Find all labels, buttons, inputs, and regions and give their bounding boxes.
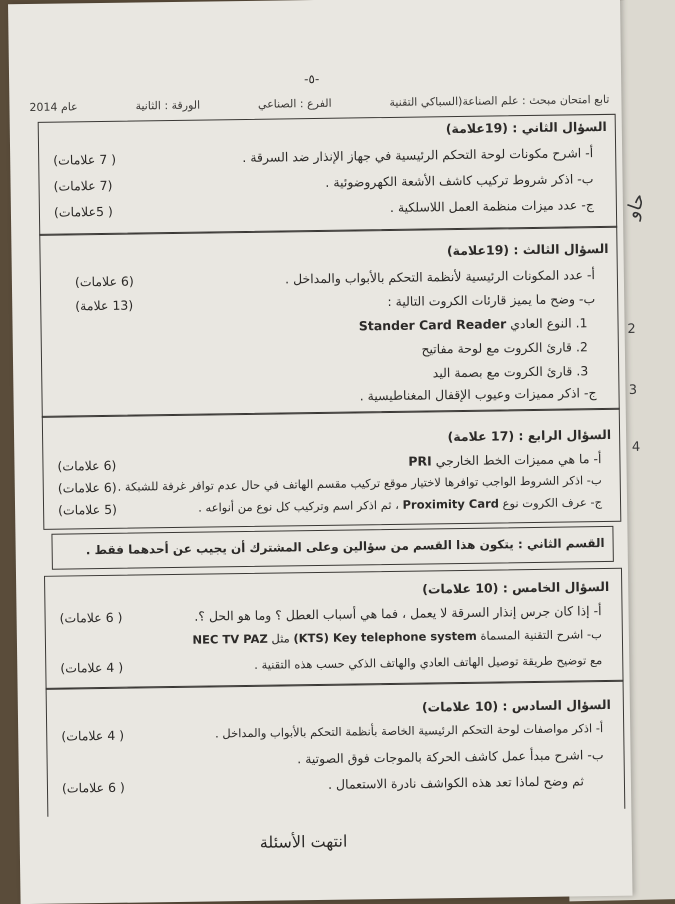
paper-label: الورقة : الثانية [135, 98, 201, 113]
question-3-item-c: ج- اذكر مميزات وعيوب الإقفال المغناطيسية . [359, 385, 597, 404]
sub-1-english: Stander Card Reader [358, 316, 507, 334]
page-number: -٥- [304, 71, 320, 87]
question-3-box [39, 226, 620, 418]
branch-label: الفرع : الصناعي [257, 96, 332, 111]
question-3-mark-b: (13 علامة) [75, 297, 134, 314]
sub-1-arabic: 1. النوع العادي [510, 315, 588, 332]
question-2-box [38, 114, 618, 236]
question-5-title: السؤال الخامس : (10 علامات) [422, 578, 610, 597]
question-5-item-b2: مع توضيح طريقة توصيل الهاتف العادي والهاتف الذكي حسب هذه التقنية . [254, 653, 603, 672]
item-b-english-2: NEC TV PAZ [192, 631, 268, 647]
question-6-box [46, 680, 626, 817]
item-b-arabic-1: ب- اشرح التقنية المسماة [480, 627, 602, 643]
back-sheet-mark: 4 [631, 439, 641, 455]
item-a-english: PRI [408, 453, 432, 469]
question-4-item-c [198, 495, 602, 515]
section-2-note-box [51, 526, 613, 570]
question-6-mark-a: ( 4 علامات) [61, 727, 125, 744]
question-3-sub-1 [359, 315, 588, 333]
question-4-box [42, 408, 622, 530]
exam-paper [8, 0, 650, 904]
question-5-box [44, 568, 624, 690]
question-5-item-b [192, 627, 602, 647]
margin-scribble: حاو [621, 190, 650, 222]
question-3-sub-2: 2. قارئ الكروت مع لوحة مفاتيح [421, 339, 588, 357]
question-2-item-a: أ- اشرح مكونات لوحة التحكم الرئيسية في جهاز الإنذار ضد السرقة . [242, 145, 594, 166]
question-4-mark-b: (6 علامات) [57, 479, 117, 496]
section-2-note: القسم الثاني : يتكون هذا القسم من سؤالين وعلى المشترك أن يجيب عن أحدهما فقط . [85, 535, 605, 558]
question-4-item-b: ب- اذكر الشروط الواجب توافرها لاختيار موقع تركيب مقسم الهاتف في حال عدم توافر غرفة للشبكة . [117, 473, 602, 494]
question-4-mark-c: (5 علامات) [57, 501, 118, 518]
session-label: عام 2014 [29, 100, 78, 114]
subject-label: تابع امتحان مبحث : علم الصناعة(السباكي التقنية [389, 92, 610, 109]
question-6-item-a: أ- اذكر مواصفات لوحة التحكم الرئيسية الخاصة بأنظمة التحكم بالأبواب والمداخل . [214, 721, 604, 741]
item-b-english-1: (KTS) Key telephone system [293, 628, 477, 646]
item-a-arabic: أ- ما هي مميزات الخط الخارجي [435, 451, 602, 469]
question-3-item-a: أ- عدد المكونات الرئيسية لأنظمة التحكم بالأبواب والمداخل . [284, 267, 595, 287]
question-6-title: السؤال السادس : (10 علامات) [421, 696, 611, 715]
end-of-questions: انتهت الأسئلة [259, 831, 348, 852]
question-6-item-b: ب- اشرح مبدأ عمل كاشف الحركة بالموجات فوق الصوتية . [297, 747, 604, 767]
question-5-item-a: أ- إذا كان جرس إنذار السرقة لا يعمل ، فما هي أسباب العطل ؟ وما هو الحل ؟. [194, 603, 602, 624]
question-2-mark-a: ( 7 علامات) [53, 151, 117, 168]
item-c-english: Proximity Card [402, 496, 500, 512]
question-4-mark-a: (6 علامات) [57, 457, 117, 474]
back-sheet-mark: 2 [627, 321, 636, 338]
question-3-sub-3: 3. قارئ الكروت مع بصمة اليد [432, 363, 589, 381]
question-4-title: السؤال الرابع : (17 علامة) [447, 426, 612, 445]
question-3-title: السؤال الثالث : (19علامة) [446, 240, 609, 259]
question-2-mark-c: ( 5علامات) [53, 203, 113, 220]
question-6-item-b2: ثم وضح لماذا تعد هذه الكواشف نادرة الاستعمال . [327, 773, 585, 792]
item-c-arabic-1: ج- عرف الكروت نوع [502, 495, 603, 511]
question-5-mark-b: ( 4 علامات) [60, 659, 124, 676]
question-5-mark-a: ( 6 علامات) [59, 609, 123, 626]
question-6-mark-b: ( 6 علامات) [61, 779, 125, 796]
item-b-arabic-2: مثل [271, 631, 290, 646]
question-2-item-c: ج- عدد ميزات منظمة العمل اللاسلكية . [389, 197, 594, 215]
question-3-mark-a: (6 علامات) [74, 273, 134, 290]
question-2-title: السؤال الثاني : (19علامة) [445, 118, 607, 137]
question-2-item-b: ب- اذكر شروط تركيب كاشف الأشعة الكهروضوئية . [325, 171, 594, 190]
question-4-item-a [408, 451, 601, 469]
question-3-item-b: ب- وضح ما يميز قارئات الكروت التالية : [387, 291, 596, 310]
back-sheet-mark: 3 [628, 382, 638, 399]
item-c-arabic-2: ، ثم اذكر اسم وتركيب كل نوع من أنواعه . [198, 497, 399, 515]
question-2-mark-b: (7 علامات) [53, 177, 113, 194]
